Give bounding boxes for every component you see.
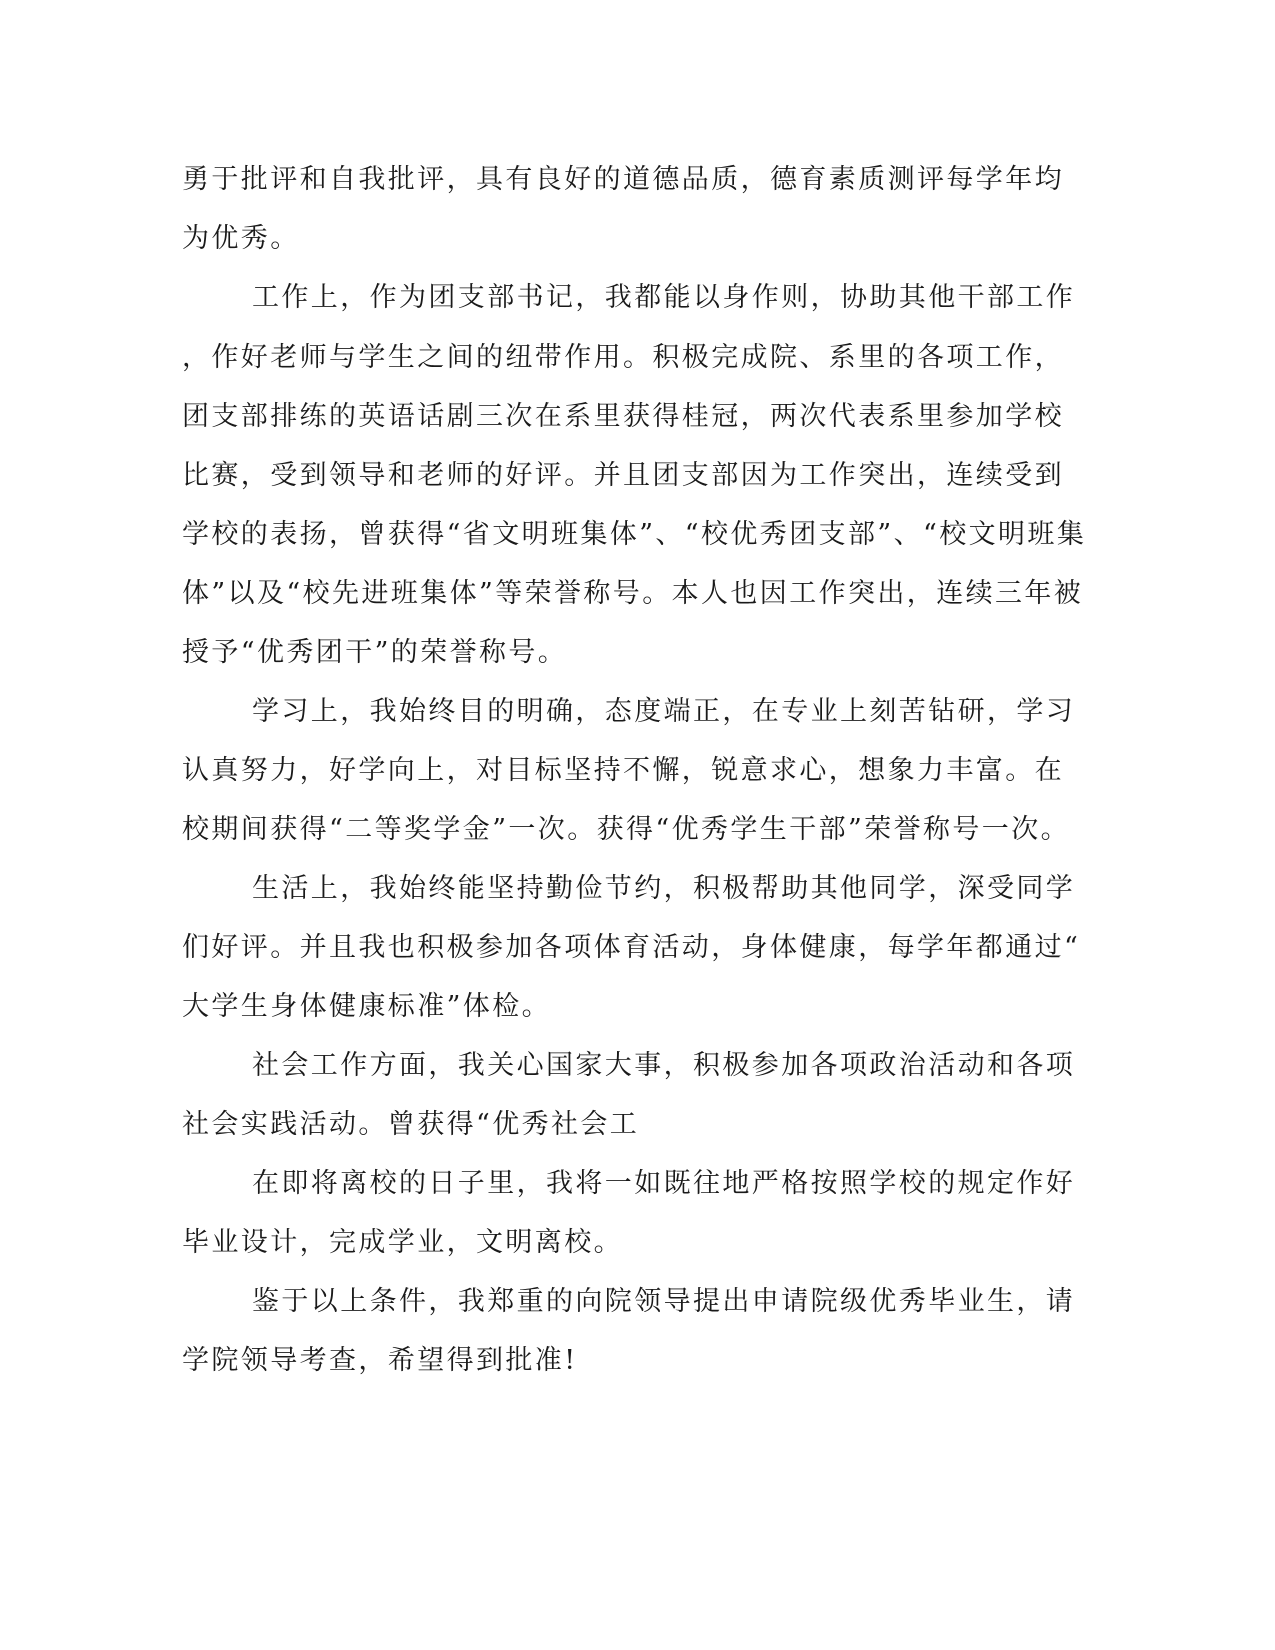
paragraph-first-line: 在即将离校的日子里，我将一如既往地严格按照学校的规定作好 xyxy=(252,1168,1076,1199)
text-line: 大学生身体健康标准”体检。 xyxy=(182,991,552,1022)
text-line: 们好评。并且我也积极参加各项体育活动，身体健康，每学年都通过“ xyxy=(182,932,1081,963)
paragraph-first-line: 社会工作方面，我关心国家大事，积极参加各项政治活动和各项 xyxy=(252,1050,1076,1081)
text-line: 勇于批评和自我批评，具有良好的道德品质，德育素质测评每学年均 xyxy=(182,164,1064,195)
text-line: 社会实践活动。曾获得“优秀社会工 xyxy=(182,1109,640,1140)
text-line: ，作好老师与学生之间的纽带作用。积极完成院、系里的各项工作， xyxy=(182,342,1064,373)
text-line: 为优秀。 xyxy=(182,223,300,254)
text-line: 毕业设计，完成学业，文明离校。 xyxy=(182,1227,623,1258)
text-line: 学校的表扬，曾获得“省文明班集体”、“校优秀团支部”、“校文明班集 xyxy=(182,519,1087,550)
text-line: 团支部排练的英语话剧三次在系里获得桂冠，两次代表系里参加学校 xyxy=(182,401,1064,432)
paragraph-first-line: 工作上，作为团支部书记，我都能以身作则，协助其他干部工作 xyxy=(252,282,1076,313)
text-line: 校期间获得“二等奖学金”一次。获得“优秀学生干部”荣誉称号一次。 xyxy=(182,814,1071,845)
text-line: 体”以及“校先进班集体”等荣誉称号。本人也因工作突出，连续三年被 xyxy=(182,578,1084,609)
text-line: 比赛，受到领导和老师的好评。并且团支部因为工作突出，连续受到 xyxy=(182,460,1064,491)
text-line: 认真努力，好学向上，对目标坚持不懈，锐意求心，想象力丰富。在 xyxy=(182,755,1064,786)
text-line: 授予“优秀团干”的荣誉称号。 xyxy=(182,637,568,668)
text-line: 学院领导考查，希望得到批准! xyxy=(182,1345,578,1376)
paragraph-first-line: 学习上，我始终目的明确，态度端正，在专业上刻苦钻研，学习 xyxy=(252,696,1076,727)
paragraph-first-line: 生活上，我始终能坚持勤俭节约，积极帮助其他同学，深受同学 xyxy=(252,873,1076,904)
paragraph-first-line: 鉴于以上条件，我郑重的向院领导提出申请院级优秀毕业生，请 xyxy=(252,1286,1076,1317)
